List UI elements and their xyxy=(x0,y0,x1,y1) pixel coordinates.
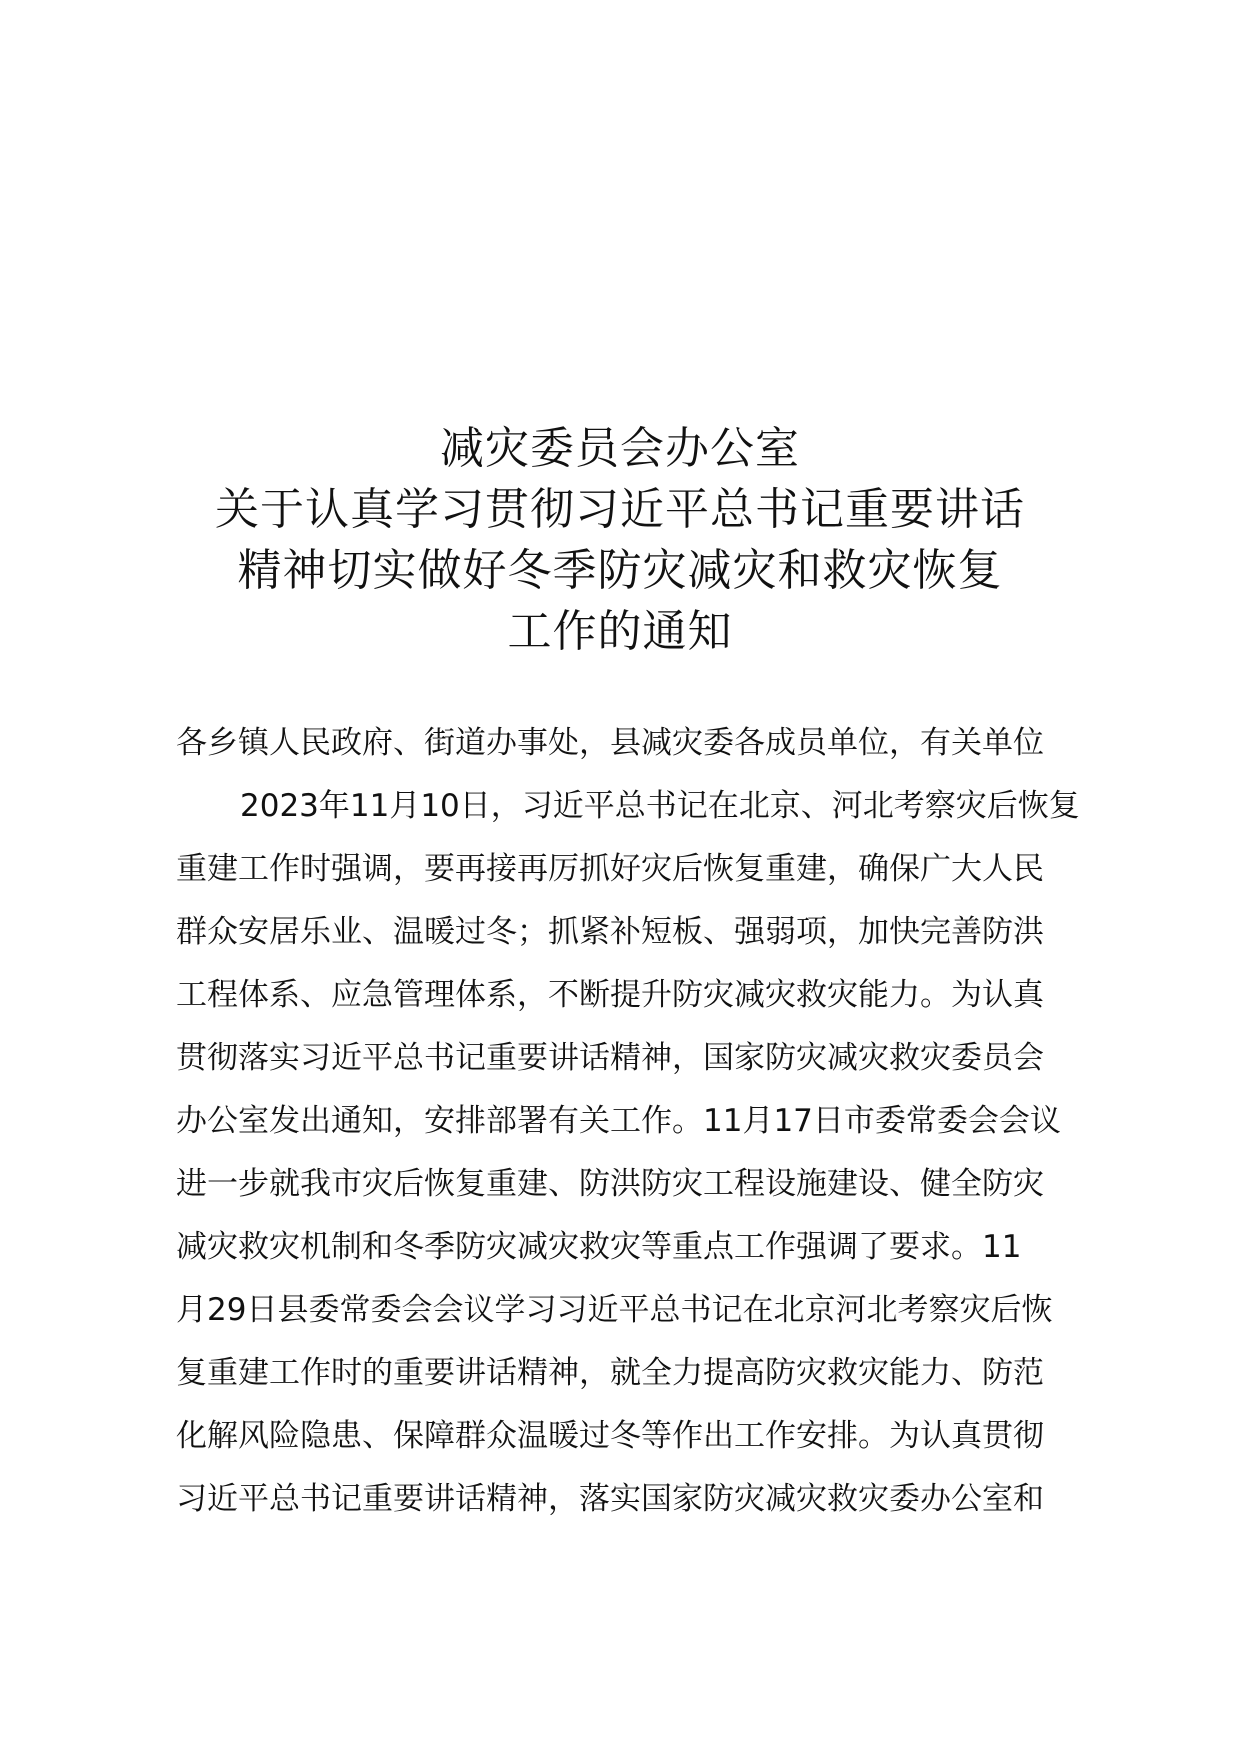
body-line-10: 复重建工作时的重要讲话精神，就全力提高防灾救灾能力、防范 xyxy=(176,1355,1044,1391)
body-line-8: 减灾救灾机制和冬季防灾减灾救灾等重点工作强调了要求。11 xyxy=(176,1229,1022,1265)
body-line-12: 习近平总书记重要讲话精神，落实国家防灾减灾救灾委办公室和 xyxy=(176,1481,1044,1517)
body-line-9: 月29日县委常委会会议学习习近平总书记在北京河北考察灾后恢 xyxy=(176,1292,1053,1328)
title-line-2: 关于认真学习贯彻习近平总书记重要讲话 xyxy=(215,484,1025,535)
document-title xyxy=(120,418,1120,662)
body-line-5: 贯彻落实习近平总书记重要讲话精神，国家防灾减灾救灾委员会 xyxy=(176,1040,1044,1076)
body-line-2: 重建工作时强调，要再接再厉抓好灾后恢复重建，确保广大人民 xyxy=(176,851,1044,887)
body-line-4: 工程体系、应急管理体系，不断提升防灾减灾救灾能力。为认真 xyxy=(176,977,1044,1013)
body-line-1: 2023年11月10日，习近平总书记在北京、河北考察灾后恢复 xyxy=(240,788,1080,824)
body-line-3: 群众安居乐业、温暖过冬；抓紧补短板、强弱项，加快完善防洪 xyxy=(176,914,1044,950)
salutation: 各乡镇人民政府、街道办事处，县减灾委各成员单位，有关单位 xyxy=(176,725,1044,761)
title-line-4: 工作的通知 xyxy=(507,606,733,657)
body-line-6: 办公室发出通知，安排部署有关工作。11月17日市委常委会会议 xyxy=(176,1103,1061,1139)
title-line-1: 减灾委员会办公室 xyxy=(440,423,800,474)
title-line-3: 精神切实做好冬季防灾减灾和救灾恢复 xyxy=(237,545,1003,596)
body-line-11: 化解风险隐患、保障群众温暖过冬等作出工作安排。为认真贯彻 xyxy=(176,1418,1044,1454)
body-line-7: 进一步就我市灾后恢复重建、防洪防灾工程设施建设、健全防灾 xyxy=(176,1166,1044,1202)
document-body xyxy=(176,712,1116,1531)
